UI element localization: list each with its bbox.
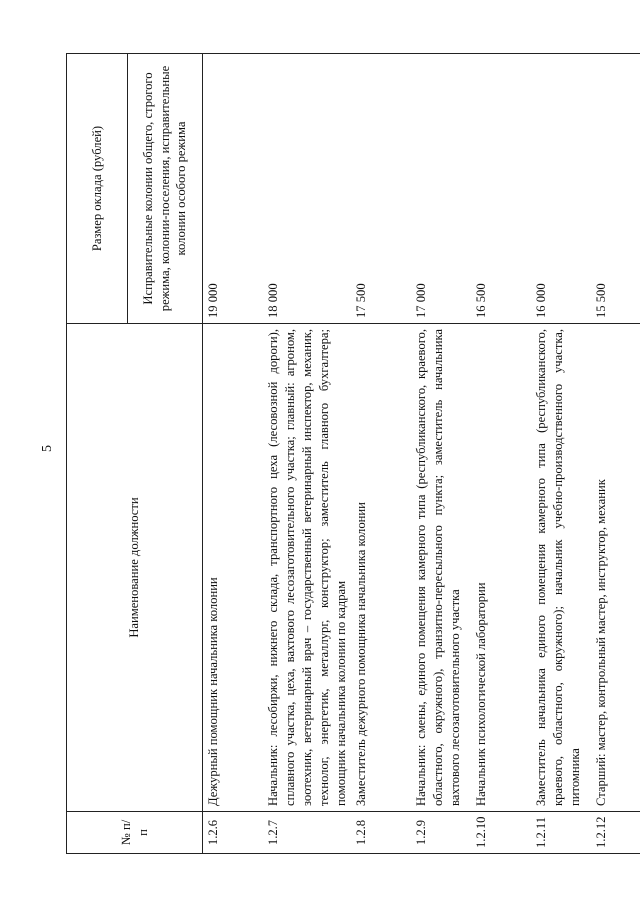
- row-num: 1.2.12: [591, 812, 640, 854]
- row-title: Начальник: лесобиржи, нижнего склада, транспортного цеха (лесовозной дороги), сплавного участка, цеха, вахтового лесозаготовительного участка; главный: агроном, зоотехник, ветеринарный врач – государственный ветеринарный инспектор, механик, технолог, энергетик, металлург, конструктор; заместитель главного бухгалтера; помощник начальника колонии по кадрам: [263, 324, 351, 812]
- table-row: [591, 54, 640, 854]
- row-salary: 17 500: [351, 54, 411, 324]
- header-num: № п/п: [67, 812, 203, 854]
- row-num: 1.2.11: [531, 812, 591, 854]
- row-salary: 18 000: [263, 54, 351, 324]
- header-position: Наименование должности: [67, 324, 203, 812]
- header-colony-types: Исправительные колонии общего, строгого режима, колонии-поселения, исправительные колонии особого режима: [128, 54, 203, 324]
- row-num: 1.2.10: [471, 812, 531, 854]
- row-title: Старший: мастер, контрольный мастер, инструктор, механик: [591, 324, 640, 812]
- table-row: [531, 54, 591, 854]
- rotated-table-container: [66, 54, 609, 854]
- row-salary: 16 500: [471, 54, 531, 324]
- row-salary: 17 000: [411, 54, 471, 324]
- table-row: [411, 54, 471, 854]
- row-num: 1.2.6: [203, 812, 264, 854]
- table-row: [471, 54, 531, 854]
- row-title: Заместитель дежурного помощника начальника колонии: [351, 324, 411, 812]
- row-salary: 16 000: [531, 54, 591, 324]
- row-title: Начальник психологической лаборатории: [471, 324, 531, 812]
- header-salary: Размер оклада (рублей): [67, 54, 128, 324]
- salary-table: [66, 53, 640, 854]
- row-title: Дежурный помощник начальника колонии: [203, 324, 264, 812]
- table-row: [263, 54, 351, 854]
- page-number: 5: [40, 445, 55, 452]
- table-row: [203, 54, 264, 854]
- row-num: 1.2.9: [411, 812, 471, 854]
- row-num: 1.2.7: [263, 812, 351, 854]
- row-num: 1.2.8: [351, 812, 411, 854]
- row-title: Заместитель начальника единого помещения камерного типа (республиканского, краевого, областного, окружного); начальник учебно-производственного участка, питомника: [531, 324, 591, 812]
- row-salary: 15 500: [591, 54, 640, 324]
- row-salary: 19 000: [203, 54, 264, 324]
- table-row: [351, 54, 411, 854]
- row-title: Начальник: смены, единого помещения камерного типа (республиканского, краевого, областного, окружного), транзитно-пересыльного пункта; заместитель начальника вахтового лесозаготовительного участка: [411, 324, 471, 812]
